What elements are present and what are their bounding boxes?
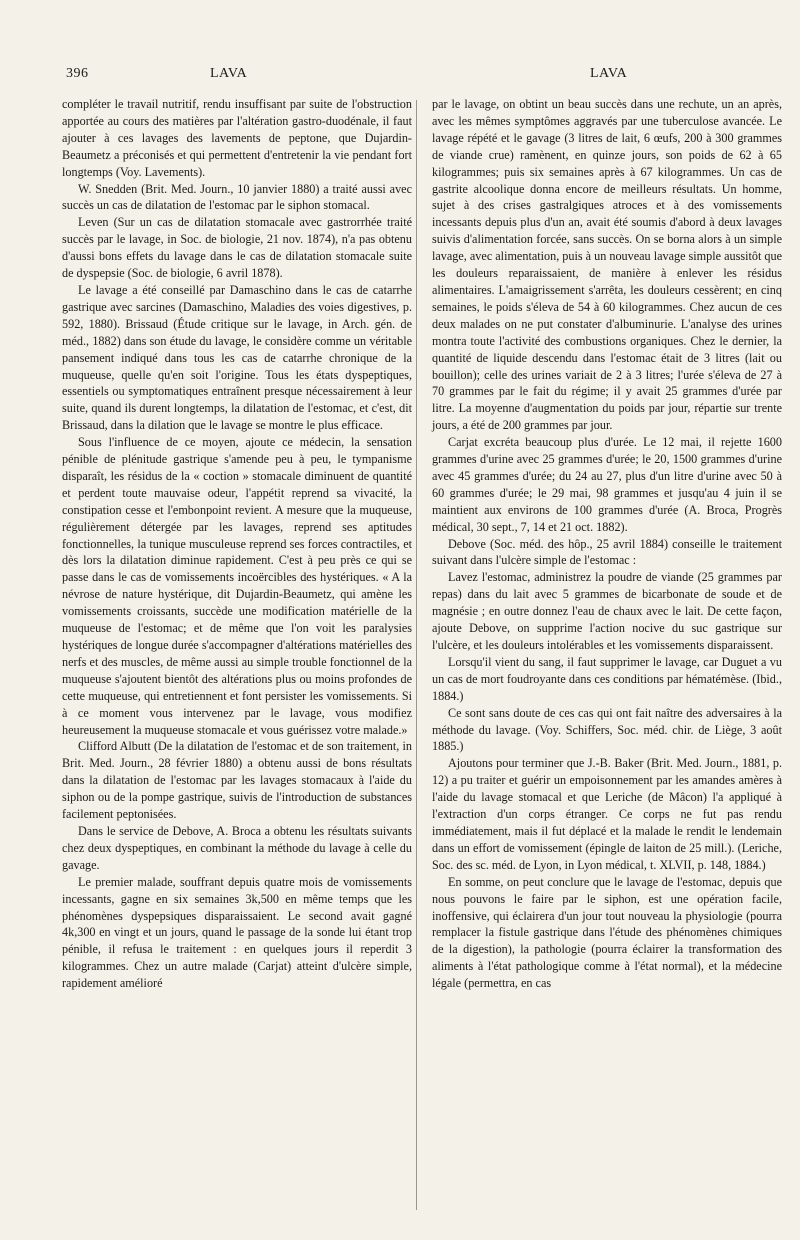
paragraph: Carjat excréta beaucoup plus d'urée. Le 12 mai, il rejette 1600 grammes d'urine avec 25 grammes d'urée; le 20, 1500 grammes d'urine avec 45 grammes d'urée; du 24 au 27, plus d'un litre d'urine avec 50 à 60 grammes d'urée; le 29 mai, 98 grammes et jusqu'au 4 juin il se maintient aux environs de 100 grammes d'urée (A. Broca, Progrès médical, 30 sept., 7, 14 et 21 oct. 1882).: [432, 435, 782, 534]
paragraph: Lorsqu'il vient du sang, il faut supprimer le lavage, car Duguet a vu un cas de mort foudroyante dans ces conditions par hématémèse. (Ibid., 1884.): [432, 654, 782, 703]
paragraph: Ajoutons pour terminer que J.-B. Baker (Brit. Med. Journ., 1881, p. 12) a pu traiter et guérir un empoisonnement par les amandes amères à l'aide du lavage stomacal et que Leriche (de Mâcon) l'a appliqué à l'extraction d'un corps étranger. Ce corps ne fut pas rendu immédiatement, mais il fut déplacé et la malade le rendit le lendemain dans un effort de vomissement (épingle de laiton de 25 mill.). (Leriche, Soc. des sc. méd. de Lyon, in Lyon médical, t. XLVII, p. 148, 1884.): [432, 756, 782, 872]
right-column: [432, 96, 782, 992]
paragraph: W. Snedden (Brit. Med. Journ., 10 janvier 1880) a traité aussi avec succès un cas de dilatation de l'estomac par le siphon stomacal.: [62, 181, 412, 213]
paragraph: Le lavage a été conseillé par Damaschino dans le cas de catarrhe gastrique avec sarcines (Damaschino, Maladies des voies digestives, p. 592, 1880). Brissaud (Étude critique sur le lavage, in Arch. gén. de méd., 1882) dans son étude du lavage, le considère comme un véritable pansement indiqué dans tous les cas de catarrhe chronique de la muqueuse, quelle qu'en soit l'origine. Tous les états dyspeptiques, essentiels ou symptomatiques entraînent presque nécessairement à leur suite, quand ils durent longtemps, la dilatation de l'estomac, et c'est, dit Brissaud, dans la dilation que le lavage se montre le plus efficace.: [62, 282, 412, 433]
paragraph: Ce sont sans doute de ces cas qui ont fait naître des adversaires à la méthode du lavage. (Voy. Schiffers, Soc. méd. chir. de Liège, 3 août 1885.): [432, 705, 782, 754]
paragraph: Lavez l'estomac, administrez la poudre de viande (25 grammes par repas) dans du lait avec 5 grammes de bicarbonate de soude et de magnésie ; en outre donnez l'eau de chaux avec le lait. De cette façon, ajoute Debove, on supprime l'action nocive du suc gastrique sur l'ulcère, et les douleurs intolérables et les vomissements disparaissent.: [432, 570, 782, 652]
paragraph: Leven (Sur un cas de dilatation stomacale avec gastrorrhée traité succès par le lavage, in Soc. de biologie, 21 nov. 1874), n'a pas obtenu d'aussi bons effets du lavage dans le cas de dilatation stomacale suite de dyspepsie (Soc. de biologie, 6 avril 1878).: [62, 215, 412, 281]
paragraph: Clifford Albutt (De la dilatation de l'estomac et de son traitement, in Brit. Med. Journ., 28 février 1880) a obtenu aussi de bons résultats dans la dilatation de l'estomac par les lavages stomacaux à l'aide du siphon ou de la pompe gastrique, suivis de l'introduction de substances facilement peptonisées.: [62, 739, 412, 822]
paragraph: En somme, on peut conclure que le lavage de l'estomac, depuis que nous pouvons le faire par le siphon, est une opération facile, inoffensive, qui éclairera d'un jour tout nouveau la physiologie (pourra remplacer la fistule gastrique dans l'étude des phénomènes chimiques de la digestion), la pathologie (pourra éclairer la transformation des aliments à l'état pathologique comme à l'état normal), et la médecine légale (permettra, en cas: [432, 874, 782, 991]
paragraph: Sous l'influence de ce moyen, ajoute ce médecin, la sensation pénible de plénitude gastrique s'amende peu à peu, le tympanisme disparaît, les résidus de la « coction » stomacale diminuent de quantité et perdent toute mauvaise odeur, l'appétit reprend sa vivacité, la constipation cesse et l'embonpoint revient. A mesure que la muqueuse, régulièrement détergée par les lavages, reprend ses aptitudes fonctionnelles, la tunique musculeuse reprend ses forces contractiles, et dès lors la dilatation diminue rapidement. C'est à peu près ce qui se passe dans le cas de vomissements incoërcibles des hystériques. « A la névrose de nature hystérique, dit Dujardin-Beaumetz, qui amène les vomissements croissants, succède une modification matérielle de la muqueuse de l'estomac; et de même que l'on voit les paralysies hystériques de longue durée s'accompagner d'altérations matérielles des nerfs et des muscles, de même aussi au simple trouble fonctionnel de la muqueuse s'ajoutent bientôt des altérations plus ou moins profondes de cette muqueuse, qui entretiennent et font persister les vomissements. Si à ce moment vous intervenez par le lavage, vous modifiez heureusement la muqueuse stomacale et vous guérissez votre malade.»: [62, 435, 412, 737]
paragraph: Le premier malade, souffrant depuis quatre mois de vomissements incessants, gagne en six semaines 3k,500 en même temps que les phénomènes dyspepsiques disparaissaient. Le second avait gagné 4k,300 en vingt et un jours, quand le passage de la sonde lui étant trop pénible, il refusa le traitement : en quelques jours il reperdit 3 kilogrammes. Chez un autre malade (Carjat) atteint d'ulcère simple, rapidement amélioré: [62, 874, 412, 991]
left-column: [62, 96, 412, 992]
page-number: 396: [66, 66, 89, 81]
running-head-left: LAVA: [210, 66, 248, 81]
paragraph: par le lavage, on obtint un beau succès dans une rechute, un an après, avec les mêmes symptômes aggravés par une tuberculose avancée. Le lavage répété et le gavage (3 litres de lait, 6 œufs, 200 à 300 grammes de viande crue) ramènent, en quinze jours, son poids de 62 à 65 kilogrammes; puis six semaines après à 67 kilogrammes. Un cas de gastrite alcoolique donna encore de meilleurs résultats. Un homme, sujet à des crises gastralgiques atroces et à des vomissements incessants depuis plus d'un an, avait été soumis d'abord à deux lavages suivis d'alimentation forcée, sans succès. On se borna alors à un simple lavage, avec alimentation, puis à un nouveau lavage simple aussitôt que les douleurs reparaissaient, de manière à enlever les résidus alimentaires. L'amaigrissement s'arrêta, les douleurs cessèrent; en cinq semaines, le poids s'éleva de 54 à 60 kilogrammes. Chez aucun de ces deux malades on ne put constater d'albuminurie. L'analyse des urines montra toute l'activité des combustions organiques. Chez le dernier, la quantité de liquide descendu dans l'estomac était de 3 litres (lait ou bouillon); celle des urines variait de 2 à 3 litres; l'urée s'éleva de 27 à 70 grammes par le fait du régime; il y avait 25 grammes d'urée par litre. La moyenne d'augmentation du poids par jour, répartie sur trente jours, a été de 200 grammes par jour.: [432, 97, 782, 433]
paragraph: Dans le service de Debove, A. Broca a obtenu les résultats suivants chez deux dyspeptiques, en combinant la méthode du lavage à celle du gavage.: [62, 823, 412, 872]
column-divider: [416, 100, 417, 1210]
paragraph: Debove (Soc. méd. des hôp., 25 avril 1884) conseille le traitement suivant dans l'ulcère simple de l'estomac :: [432, 536, 782, 568]
page-header: [0, 66, 800, 86]
running-head-right: LAVA: [590, 66, 628, 81]
paragraph: compléter le travail nutritif, rendu insuffisant par suite de l'obstruction apportée au cours des matières par l'altération gastro-duodénale, il faut ajouter à ces lavages des lavements de peptone, que Dujardin-Beaumetz a préconisés et qui permettent d'entretenir la vie pendant fort longtemps (Voy. Lavements).: [62, 97, 412, 179]
